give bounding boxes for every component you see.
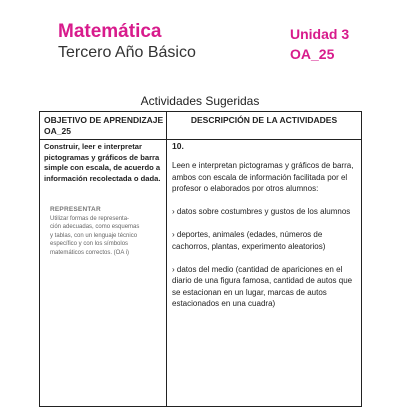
skill-line: Utilizar formas de representa- (50, 216, 130, 222)
objective-header-code: OA_25 (44, 126, 71, 136)
activity-line: › deportes, animales (edades, números de (172, 230, 323, 239)
objective-column-header (44, 115, 164, 137)
table-header-divider (40, 139, 361, 140)
grade-title: Tercero Año Básico (58, 44, 196, 61)
subject-title: Matemática (58, 21, 162, 42)
activity-line: ambos con escala de información facilitada por el (172, 172, 348, 182)
activity-line: profesor o elaborados por otros alumnos: (172, 184, 319, 193)
skill-line: y tablas, con un lenguaje técnico (50, 232, 138, 239)
objective-header-line: OBJETIVO DE APRENDIZAJE (44, 115, 164, 125)
skill-description (50, 215, 162, 257)
activity-line: › datos del medio (cantidad de apariciones en el (172, 264, 343, 274)
activity-line: estacionados en una cuadra) (172, 299, 276, 308)
activity-line: diario de una figura famosa, cantidad de autos que (172, 276, 353, 285)
activity-description (172, 160, 360, 321)
activity-line: Leen e interpretan pictogramas y gráficos de barra, (172, 161, 354, 170)
table-column-divider (166, 112, 167, 406)
objective-line: Construir, leer e interpretar (44, 142, 142, 151)
activity-bullet-environment (172, 264, 360, 310)
objective-line: información recolectada o dada. (44, 173, 161, 183)
skill-title: REPRESENTAR (50, 206, 101, 213)
description-column-header: DESCRIPCIÓN DE LA ACTIVIDADES (190, 115, 338, 125)
activity-line: cachorros, plantas, experimento aleatorios) (172, 241, 326, 251)
skill-line: específico y con los símbolos (50, 241, 129, 248)
unit-label: Unidad 3 (290, 26, 350, 42)
activity-bullet-sports (172, 229, 360, 252)
objective-text (44, 142, 165, 184)
activities-table (39, 111, 362, 407)
activity-line: se estacionan en un lugar, marcas de autos (172, 287, 327, 297)
skill-line: ción adecuadas, como esquemas (50, 224, 140, 231)
oa-code-label: OA_25 (290, 46, 335, 62)
objective-line: simple con escala, de acuerdo a (44, 163, 161, 172)
objective-line: pictogramas y gráficos de barra (44, 152, 160, 162)
activity-bullet-customs (172, 206, 360, 218)
activity-number: 10. (172, 141, 184, 151)
activity-line: › datos sobre costumbres y gustos de los alumnos (172, 207, 351, 216)
section-title: Actividades Sugeridas (140, 94, 260, 108)
activity-paragraph-intro (172, 160, 360, 195)
skill-line: matemáticos correctos. (OA i) (50, 249, 130, 256)
